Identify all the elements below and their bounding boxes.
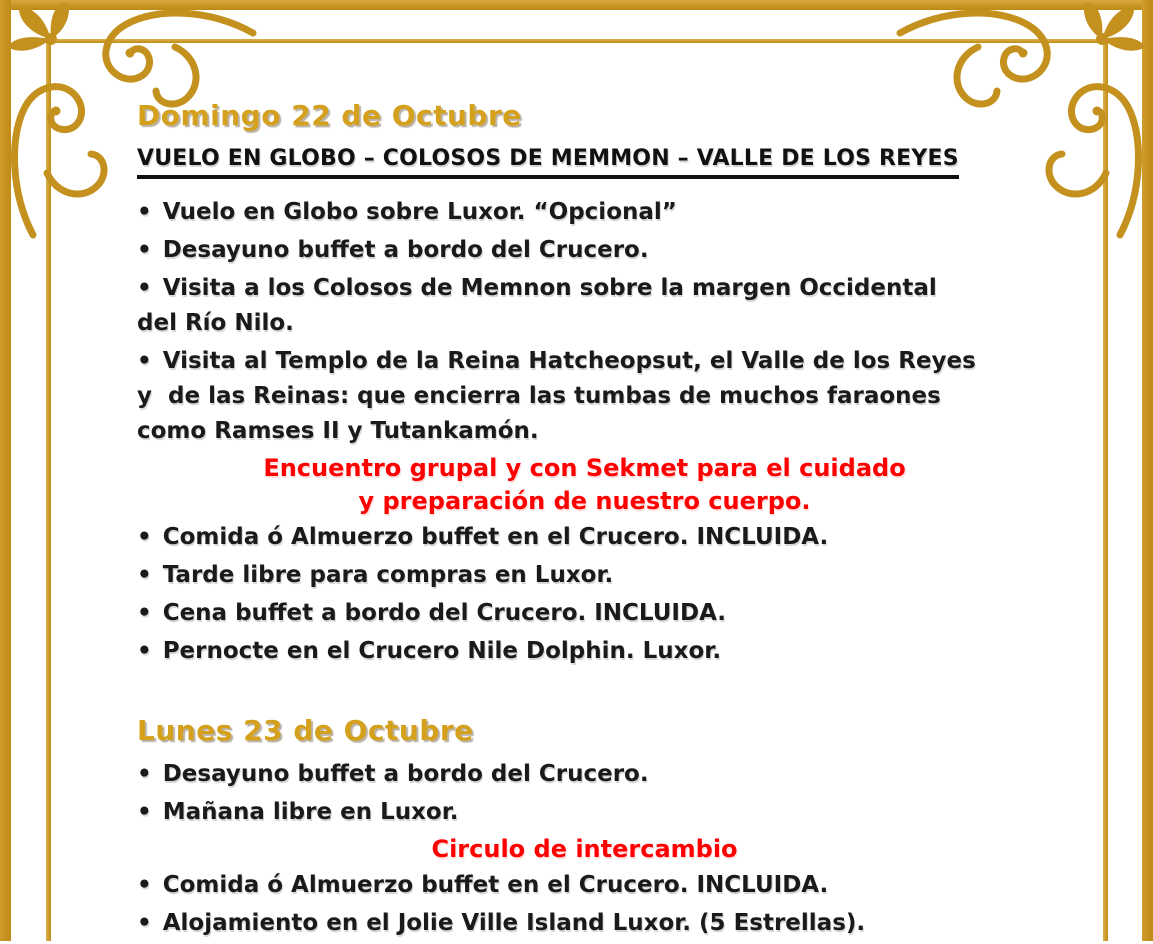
day-section-lunes-23 <box>137 715 1032 941</box>
bullet-text: Visita a los Colosos de Memnon sobre la margen Occidental <box>162 275 937 301</box>
bullet-icon: • <box>137 348 152 374</box>
bullet-text: Comida ó Almuerzo buffet en el Crucero. INCLUIDA. <box>162 524 829 550</box>
bullet-text: Comida ó Almuerzo buffet en el Crucero. INCLUIDA. <box>162 872 829 898</box>
bullet-icon: • <box>137 237 152 263</box>
bullet-icon: • <box>137 799 152 825</box>
highlight-note <box>137 452 1032 518</box>
date-heading: Lunes 23 de Octubre <box>137 714 474 747</box>
bullet-item <box>137 558 1032 593</box>
highlight-note <box>137 833 1032 866</box>
bullet-text: Tarde libre para compras en Luxor. <box>162 562 614 588</box>
bullet-text-continuation: del Río Nilo. <box>137 310 294 336</box>
bullet-text-continuation: como Ramses II y Tutankamón. <box>137 418 539 444</box>
bullet-icon: • <box>137 562 152 588</box>
bullet-text: Cena buffet a bordo del Crucero. INCLUIDA. <box>162 600 727 626</box>
bullet-text: Desayuno buffet a bordo del Crucero. <box>162 237 649 263</box>
bullet-item <box>137 195 1032 230</box>
bullet-icon: • <box>137 600 152 626</box>
bullet-item <box>137 233 1032 268</box>
bullet-text: Mañana libre en Luxor. <box>162 799 459 825</box>
day-headline <box>137 142 1032 177</box>
bullet-text: Alojamiento en el Jolie Ville Island Luxor. (5 Estrellas). <box>162 910 866 936</box>
bullet-item <box>137 868 1032 903</box>
bullet-icon: • <box>137 275 152 301</box>
bullet-text: Pernocte en el Crucero Nile Dolphin. Luxor. <box>162 638 722 664</box>
bullet-icon: • <box>137 910 152 936</box>
bullet-item <box>137 344 1032 449</box>
bullet-icon: • <box>137 872 152 898</box>
note-line: Circulo de intercambio <box>431 835 738 863</box>
bullet-icon: • <box>137 199 152 225</box>
bullet-icon: • <box>137 638 152 664</box>
bullet-item <box>137 906 1032 941</box>
bullet-text-continuation: y de las Reinas: que encierra las tumbas de muchos faraones <box>137 383 941 409</box>
bullet-item <box>137 271 1032 341</box>
bullet-text: Desayuno buffet a bordo del Crucero. <box>162 761 649 787</box>
bullet-item <box>137 520 1032 555</box>
day-headline-text: VUELO EN GLOBO – COLOSOS DE MEMMON – VALLE DE LOS REYES <box>137 146 959 179</box>
date-heading: Domingo 22 de Octubre <box>137 99 522 132</box>
bullet-icon: • <box>137 524 152 550</box>
bullet-item <box>137 596 1032 631</box>
bullet-item <box>137 795 1032 830</box>
bullet-text: Vuelo en Globo sobre Luxor. “Opcional” <box>162 199 677 225</box>
note-line: y preparación de nuestro cuerpo. <box>358 487 811 515</box>
bullet-item <box>137 634 1032 669</box>
day-section-domingo-22 <box>137 100 1032 669</box>
itinerary-content <box>137 100 1032 944</box>
bullet-text: Visita al Templo de la Reina Hatcheopsut, el Valle de los Reyes <box>162 348 976 374</box>
bullet-item <box>137 757 1032 792</box>
bullet-icon: • <box>137 761 152 787</box>
note-line: Encuentro grupal y con Sekmet para el cuidado <box>263 454 906 482</box>
